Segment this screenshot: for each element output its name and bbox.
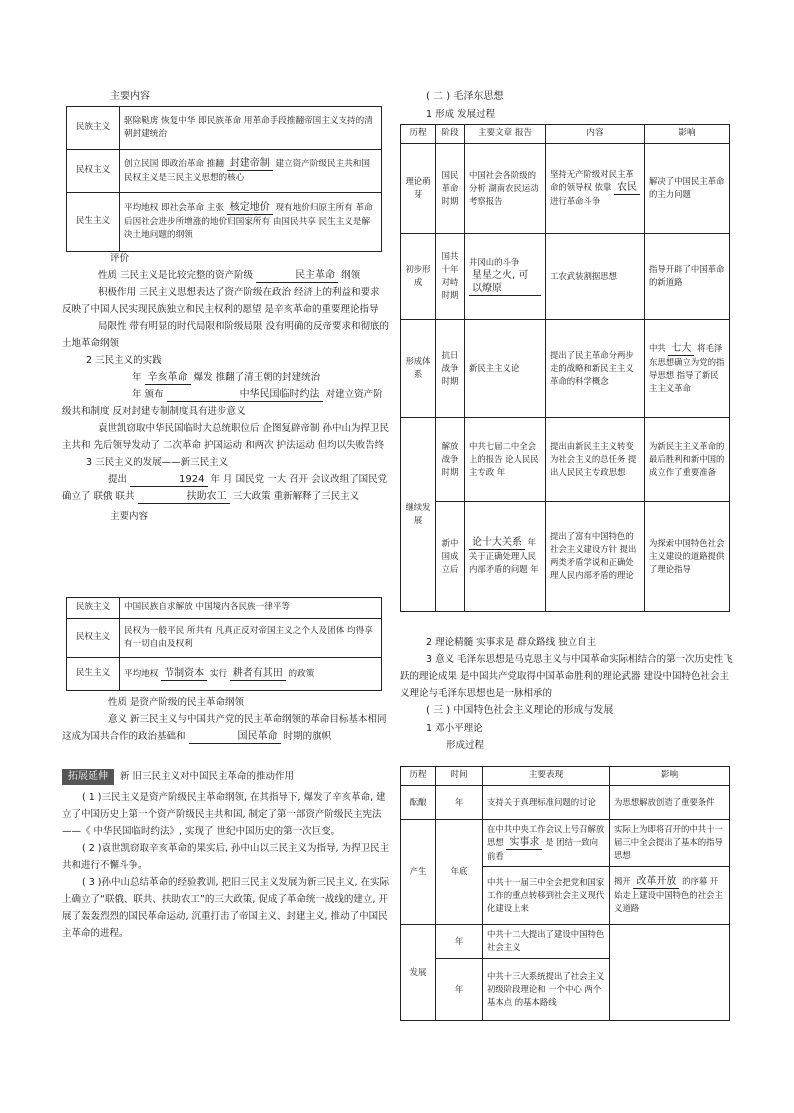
impact-cell: 揭开 改革开放 的序幕 开始走上建设中国特色的社会主义道路	[610, 866, 730, 924]
article-cell: 井冈山的斗争 星星之火, 可以燎原	[465, 233, 546, 319]
note-text: 2 理论精髓 实事求是 群众路线 独立自主	[426, 637, 597, 648]
impact-cell: 指导开辟了中国革命的新道路	[645, 233, 730, 319]
impact-cell: 为思想解放创造了重要条件	[610, 785, 730, 819]
show-cell: 支持关于真理标准问题的讨论	[483, 785, 610, 819]
practice-1: 年 辛亥革命 爆发 推翻了清王朝的封建统治	[132, 372, 321, 383]
fill-answer: 辛亥革命	[145, 371, 191, 385]
show-cell: 中共十一届三中全会把党和国家工作的重点转移到社会主义现代化建设上来	[483, 866, 610, 924]
article-cell: 中国社会各阶级的分析 湖南农民运动考察报告	[465, 143, 546, 233]
table-row	[401, 319, 730, 417]
section-title: 3 三民主义的发展——新三民主义	[86, 457, 229, 468]
eval-nature: 性质 三民主义是比较完整的资产阶级 民主革命 纲领	[98, 270, 361, 281]
content-cell: 坚持无产阶级对民主革命的领导权 依靠 农民 进行革命斗争	[546, 143, 645, 233]
fill-answer: 论十大关系	[469, 536, 525, 550]
fill-answer: 核定地价	[227, 201, 273, 215]
period-cell: 抗日战争时期	[436, 319, 465, 417]
content-cell: 提出了富有中国特色的社会主义建设方针 提出两类矛盾学说和正确处理人民内部矛盾的理论	[546, 501, 645, 611]
fill-answer: 耕者有其田	[230, 667, 286, 681]
stage-cell: 理论萌芽	[401, 143, 436, 233]
extension-paragraph: ( 2 )袁世凯窃取辛亥革命的果实后, 孙中山以三民主义为指导, 为捍卫民主共和进行不懈斗争。	[62, 843, 390, 871]
new-principles: 提出 1924 年 月 国民党 一大 召开 会议改组了国民党 确立了 联俄 联共 扶助农工 三大政策 重新解释了三民主义	[62, 474, 388, 502]
column-header: 时间	[436, 767, 483, 786]
stage-cell: 形成体系	[401, 319, 436, 417]
sub-title: 1 邓小平理论	[426, 723, 483, 734]
fill-answer: 实事求	[506, 836, 542, 850]
main-content-title: 主要内容	[110, 91, 150, 102]
extension-heading	[62, 768, 392, 785]
content-cell: 提出了民主革命分两步走的战略和新民主主义革命的科学概念	[546, 319, 645, 417]
extension-section	[62, 768, 392, 942]
deng-theory-table	[400, 766, 730, 1021]
table-row	[67, 150, 382, 193]
column-header: 历程	[401, 767, 436, 786]
practice-2: 年 颁布 中华民国临时约法 对建立资产阶级共和制度 反对封建专制制度具有进步意义	[62, 389, 383, 417]
period-cell: 国民革命时期	[436, 143, 465, 233]
new-principles-evaluation	[62, 694, 392, 745]
eval-positive: 积极作用 三民主义思想表达了资产阶级在政治 经济上的利益和要求 反映了中国人民实现民族独立和民主权利的愿望 是辛亥革命的重要理论指导	[62, 287, 380, 315]
fill-answer: 封建帝制	[227, 157, 273, 171]
extension-paragraph: ( 1 )三民主义是资产阶级民主革命纲领, 在其指导下, 爆发了辛亥革命, 建立了中国历史上第一个资产阶级民主共和国, 制定了第一部资产阶级民主宪法——《 中华民国临时约法》, 实现了 世纪中国历史的第一次巨变。	[62, 792, 386, 837]
table-key: 民族主义	[67, 598, 120, 619]
table-row	[67, 598, 382, 619]
table-key: 民生主义	[67, 193, 120, 252]
table-header-row	[401, 125, 730, 144]
table-row	[67, 107, 382, 150]
note-text: 3 意义 毛泽东思想是马克思主义与中国革命实际相结合的第一次历史性飞跃的理论成果 是中国共产党取得中国革命胜利的理论武器 建设中国特色社会主义理论与毛泽东思想也是一脉相承的	[400, 654, 733, 699]
eval-title: 评价	[110, 253, 130, 264]
table-row	[401, 233, 730, 319]
fill-answer: 改革开放	[633, 875, 679, 889]
mao-thought-table	[400, 124, 730, 612]
sub-title: 形成过程	[446, 740, 485, 751]
table-row	[67, 658, 382, 691]
sub-title: 1 形成 发展过程	[426, 109, 496, 120]
show-cell: 中共十二大提出了建设中国特色社会主义	[483, 924, 610, 958]
table-value: 平均地权 节制资本 实行 耕者有其田 的政策	[120, 658, 382, 691]
fill-answer: 国民革命	[189, 730, 281, 744]
fill-answer: 农民	[614, 181, 640, 195]
period-cell: 解放战争时期	[436, 417, 465, 501]
fill-answer: 扶助农工	[138, 490, 230, 504]
table-row	[401, 417, 730, 501]
column-header: 阶段	[436, 125, 465, 144]
impact-cell: 中共 七大 将毛泽东思想确立为党的指导思想 指导了新民主主义革命	[645, 319, 730, 417]
extension-tag: 拓展延伸	[62, 769, 114, 785]
table-row	[401, 819, 730, 866]
stage-cell: 酝酿	[401, 785, 436, 819]
extension-title: 新 旧三民主义对中国民主革命的推动作用	[120, 771, 295, 782]
stage-cell: 初步形成	[401, 233, 436, 319]
table-value: 驱除鞑虏 恢复中华 即民族革命 用革命手段推翻帝国主义支持的清朝封建统治	[120, 107, 382, 150]
fill-answer: 七大	[668, 342, 694, 356]
table-row	[401, 143, 730, 233]
fill-answer: 1924	[130, 473, 207, 487]
time-cell: 年	[436, 958, 483, 1020]
impact-cell: 为探索中国特色社会主义建设的道路提供了理论指导	[645, 501, 730, 611]
impact-cell: 为新民主主义革命的最后胜利和新中国的成立作了重要准备	[645, 417, 730, 501]
stage-cell: 继续发展	[401, 417, 436, 611]
table-value: 创立民国 即政治革命 推翻 封建帝制 建立资产阶级民主共和国 民权主义是三民主义思想的核心	[120, 150, 382, 193]
main-content-title: 主要内容	[110, 511, 149, 522]
fill-answer: 民主革命	[256, 269, 338, 283]
table-row	[67, 619, 382, 658]
fill-answer: 中华民国临时约法	[167, 388, 323, 402]
time-cell: 年	[436, 785, 483, 819]
show-cell: 在中共中央工作会议上号召解放思想 实事求 是 团结一致向前看	[483, 819, 610, 866]
article-cell: 中共七届二中全会上的报告 论人民民主专政 年	[465, 417, 546, 501]
practice-3: 袁世凯窃取中华民国临时大总统职位后 企图复辟帝制 孙中山为捍卫民主共和 先后领导发动了 二次革命 护国运动 和两次 护法运动 但均以失败告终	[62, 423, 390, 451]
fill-answer: 节制资本	[161, 667, 207, 681]
table-row	[67, 193, 382, 252]
table-value: 平均地权 即社会革命 主张 核定地价 现有地价归原主所有 革命后因社会进步所增涨的地价归国家所有 由国民共享 民生主义是解决土地问题的纲领	[120, 193, 382, 252]
time-cell: 年	[436, 924, 483, 958]
stage-cell: 产生	[401, 819, 436, 924]
column-header: 主要表现	[483, 767, 610, 786]
nature-text: 性质 是资产阶级的民主革命纲领	[108, 697, 245, 708]
column-header: 内容	[546, 125, 645, 144]
section-title: ( 三 ) 中国特色社会主义理论的形成与发展	[426, 705, 614, 716]
table-row	[401, 924, 730, 958]
table-key: 民生主义	[67, 658, 120, 691]
eval-limitation: 局限性 带有明显的时代局限和阶级局限 没有明确的反帝要求和彻底的土地革命纲领	[62, 321, 390, 349]
table-key: 民权主义	[67, 150, 120, 193]
stage-cell: 发展	[401, 924, 436, 1020]
column-header: 历程	[401, 125, 436, 144]
extension-paragraph: ( 3 )孙中山总结革命的经验教训, 把旧三民主义发展为新三民主义, 在实际上确立了“联俄、联共、扶助农工”的三大政策, 促成了革命统一战线的建立, 开展了轰轰烈烈的国民革命运动, 沉重打击了帝国主义、封建主义, 推动了中国民主革命的进程。	[62, 877, 390, 939]
column-header: 主要文章 报告	[465, 125, 546, 144]
content-cell: 工农武装割据思想	[546, 233, 645, 319]
show-cell: 中共十三大系统提出了社会主义初级阶段理论和 一个中心 两个基本点 的基本路线	[483, 958, 610, 1020]
table-row	[401, 785, 730, 819]
table-key: 民权主义	[67, 619, 120, 658]
article-cell: 论十大关系 年 关于正确处理人民内部矛盾的问题 年	[465, 501, 546, 611]
article-cell: 新民主主义论	[465, 319, 546, 417]
impact-cell: 实际上为即将召开的中共十一届三中全会提出了基本的指导思想	[610, 819, 730, 866]
impact-cell	[610, 924, 730, 1020]
table-row	[401, 501, 730, 611]
section-title: ( 二 ) 毛泽东思想	[426, 91, 504, 102]
content-cell: 提出由新民主主义转变为社会主义的总任务 提出人民民主专政思想	[546, 417, 645, 501]
column-header: 影响	[645, 125, 730, 144]
three-principles-table	[66, 106, 382, 252]
table-value: 民权为一般平民 所共有 凡真正反对帝国主义之个人及团体 均得享有一切自由及权利	[120, 619, 382, 658]
period-cell: 国共十年对峙时期	[436, 233, 465, 319]
table-value: 中国民族自求解放 中国境内各民族一律平等	[120, 598, 382, 619]
impact-cell: 解决了中国民主革命的主力问题	[645, 143, 730, 233]
fill-answer: 星星之火, 可以燎原	[469, 269, 541, 296]
mao-notes	[400, 634, 735, 754]
table-header-row	[401, 767, 730, 786]
new-principles-table	[66, 597, 382, 691]
table-key: 民族主义	[67, 107, 120, 150]
meaning-text: 意义 新三民主义与中国共产党的民主革命纲领的革命目标基本相同 这成为国共合作的政治基础和 国民革命 时期的旗帜	[62, 714, 387, 742]
column-header: 影响	[610, 767, 730, 786]
time-cell: 年底	[436, 819, 483, 924]
period-cell: 新中国成立后	[436, 501, 465, 611]
section-title: 2 三民主义的实践	[86, 355, 162, 366]
evaluation-section	[62, 250, 392, 525]
